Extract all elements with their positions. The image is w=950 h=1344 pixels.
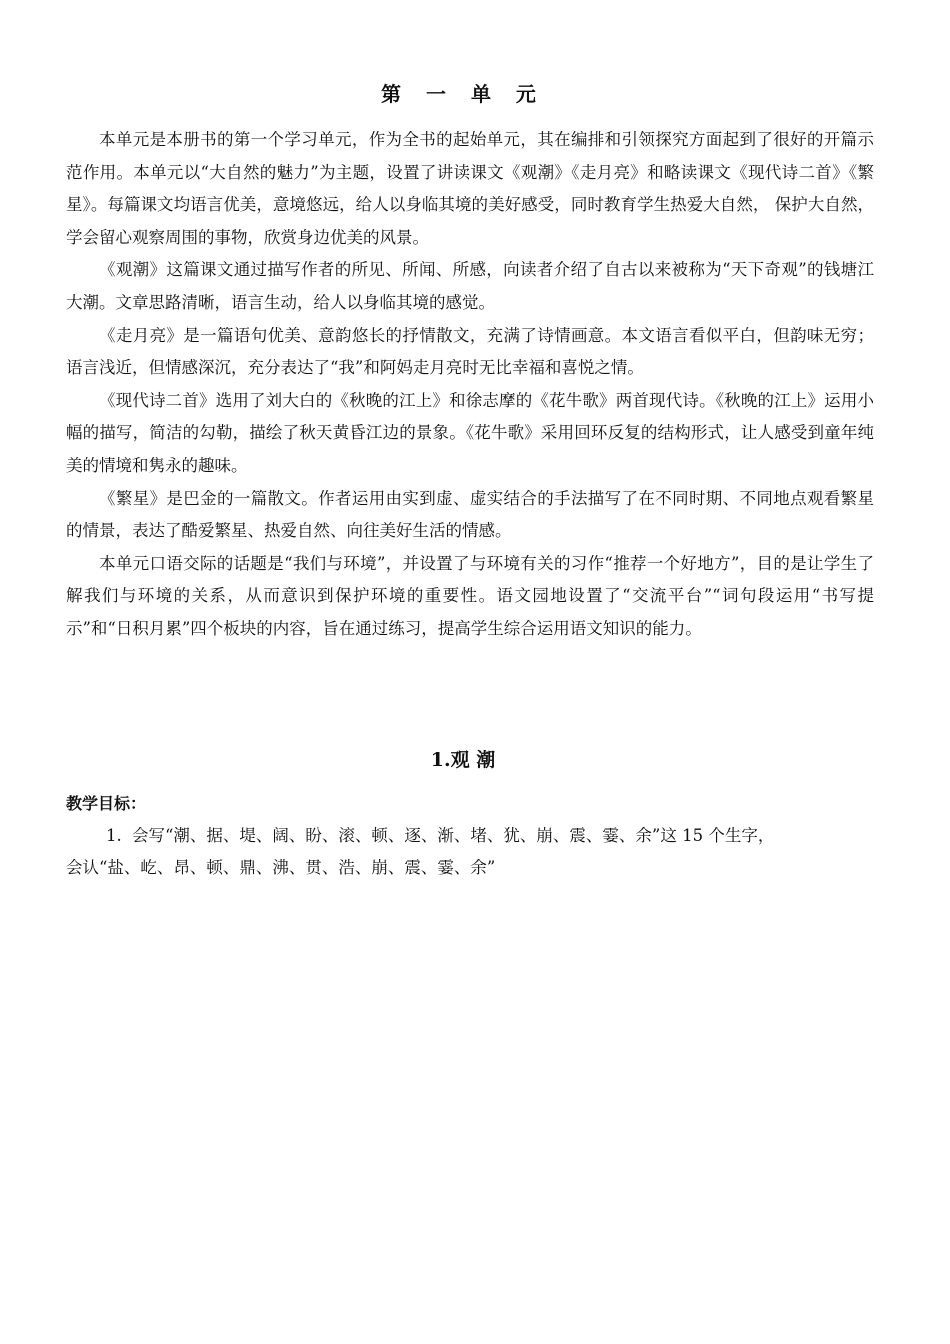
unit-title: 第 一 单 元 (381, 82, 545, 106)
intro-paragraph-fanxing: 《繁星》是巴金的一篇散文。作者运用由实到虚、虚实结合的手法描写了在不同时期、不同地点观看繁星的情景，表达了酷爱繁星、热爱自然、向往美好生活的情感。 (66, 488, 874, 541)
goal-item-line-2: 会认“盐、屹、昂、顿、鼎、沸、贯、浩、崩、震、霎、余” (66, 858, 496, 877)
intro-paragraph-overview: 本单元是本册书的第一个学习单元，作为全书的起始单元，其在编排和引领探究方面起到了很好的开篇示范作用。本单元以“大自然的魅力”为主题，设置了讲读课文《观潮》《走月亮》和略读课文《现代诗二首》《繁星》。每篇课文均语言优美，意境悠远，给人以身临其境的美好感受，同时教育学生热爱大自然， 保护大自然，学会留心观察周围的事物，欣赏身边优美的风景。 (66, 130, 874, 247)
goal-item-number: 1. (106, 826, 122, 845)
intro-paragraph-oral-communication: 本单元口语交际的话题是“我们与环境”，并设置了与环境有关的习作“推荐一个好地方”，目的是让学生了解我们与环境的关系，从而意识到保护环境的重要性。语文园地设置了“交流平台”“词句段运用“书写提示”和“日积月累”四个板块的内容，旨在通过练习，提高学生综合运用语文知识的能力。 (66, 553, 874, 638)
intro-paragraph-zouyueliang: 《走月亮》是一篇语句优美、意韵悠长的抒情散文，充满了诗情画意。本文语言看似平白，但韵味无穷；语言浅近，但情感深沉，充分表达了“我”和阿妈走月亮时无比幸福和喜悦之情。 (66, 325, 874, 378)
unit-introduction (66, 124, 874, 646)
lesson-title: 1.观 潮 (430, 749, 496, 771)
goal-item-text-1: 会写“潮、据、堤、阔、盼、滚、顿、逐、渐、堵、犹、崩、震、霎、余”这 15 个生字， (132, 826, 775, 845)
teaching-goal-item (66, 820, 886, 884)
goal-item-line-1 (66, 820, 886, 852)
intro-paragraph-modern-poems: 《现代诗二首》选用了刘大白的《秋晚的江上》和徐志摩的《花牛歌》两首现代诗。《秋晚的江上》运用小幅的描写，简洁的勾勒，描绘了秋天黄昏江边的景象。《花牛歌》采用回环反复的结构形式，让人感受到童年纯美的情境和隽永的趣味。 (66, 390, 874, 475)
intro-paragraph-guanchao: 《观潮》这篇课文通过描写作者的所见、所闻、所感，向读者介绍了自古以来被称为“天下奇观”的钱塘江大潮。文章思路清晰，语言生动，给人以身临其境的感觉。 (66, 260, 874, 312)
teaching-goals-heading: 教学目标： (66, 794, 147, 813)
